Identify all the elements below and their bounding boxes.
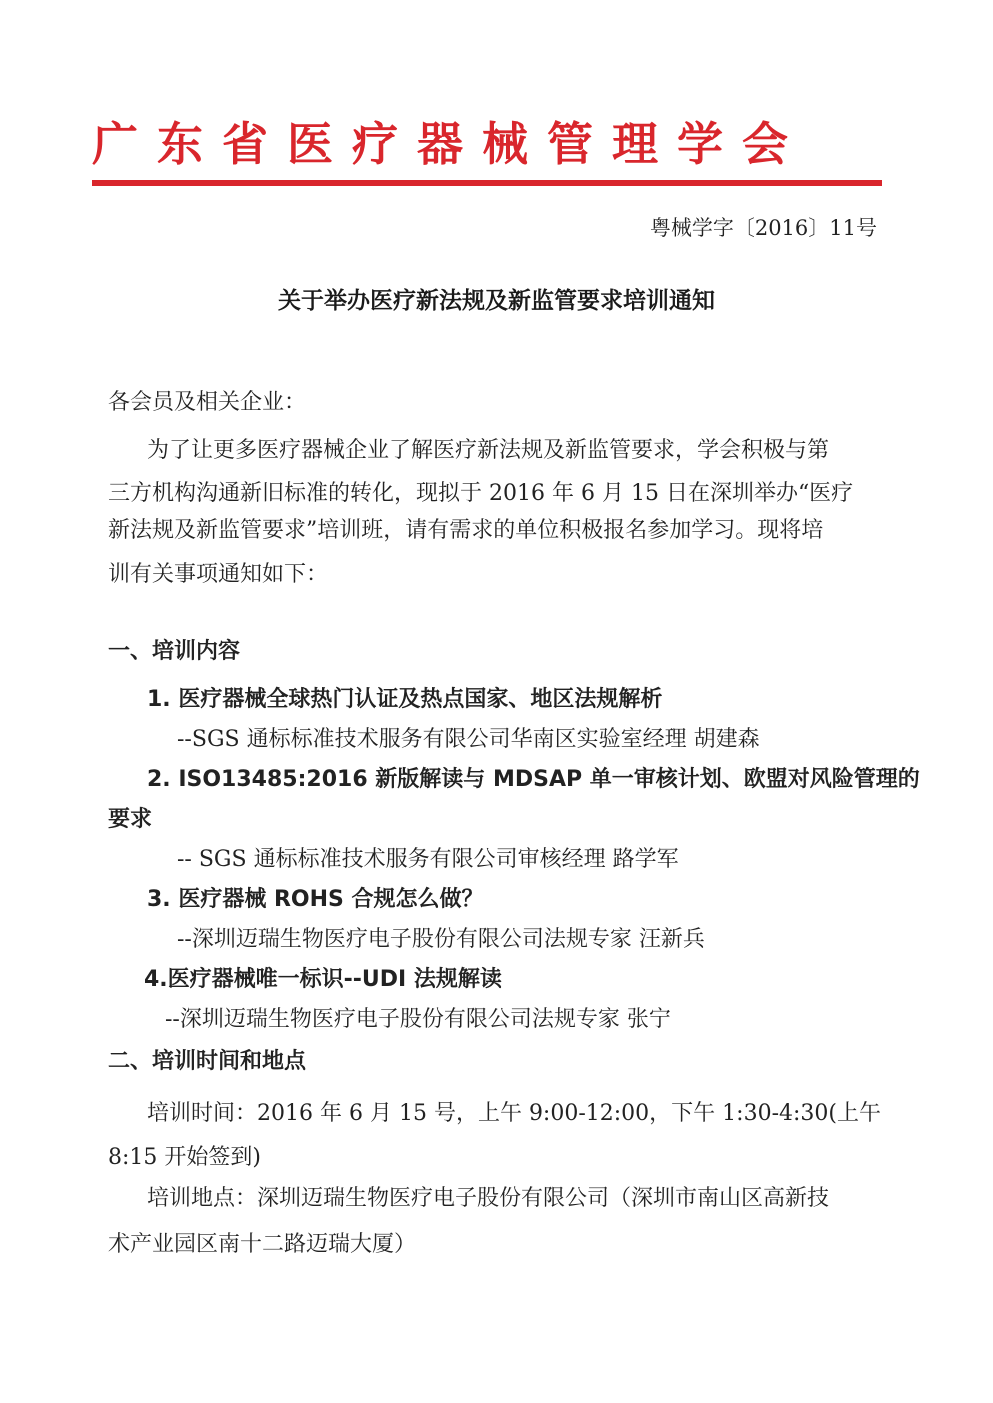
training-item-speaker: --SGS 通标标准技术服务有限公司华南区实验室经理 胡建森 xyxy=(177,727,760,752)
letterhead-org-name: 广东省医疗器械管理学会 xyxy=(92,117,807,171)
training-item-speaker: -- SGS 通标标准技术服务有限公司审核经理 路学军 xyxy=(177,847,679,872)
section-heading-time-place: 二、培训时间和地点 xyxy=(108,1049,307,1074)
training-item-title: 2. ISO13485:2016 新版解读与 MDSAP 单一审核计划、欧盟对风险管理的 xyxy=(147,767,920,792)
notice-title: 关于举办医疗新法规及新监管要求培训通知 xyxy=(278,288,715,314)
intro-line: 为了让更多医疗器械企业了解医疗新法规及新监管要求，学会积极与第 xyxy=(147,438,830,463)
training-item-speaker: --深圳迈瑞生物医疗电子股份有限公司法规专家 张宁 xyxy=(165,1007,671,1032)
training-item-title: 要求 xyxy=(108,807,153,832)
training-place: 术产业园区南十二路迈瑞大厦） xyxy=(108,1232,417,1257)
intro-line: 三方机构沟通新旧标准的转化，现拟于 2016 年 6 月 15 日在深圳举办“医疗 xyxy=(108,481,854,506)
intro-line: 训有关事项通知如下： xyxy=(108,562,329,587)
training-place: 培训地点：深圳迈瑞生物医疗电子股份有限公司（深圳市南山区高新技 xyxy=(147,1186,830,1211)
document-number: 粤械学字〔2016〕11号 xyxy=(649,216,877,240)
training-item-speaker: --深圳迈瑞生物医疗电子股份有限公司法规专家 汪新兵 xyxy=(177,927,705,952)
training-item-title: 4.医疗器械唯一标识--UDI 法规解读 xyxy=(144,967,502,992)
section-heading-content: 一、培训内容 xyxy=(108,639,241,664)
training-time: 8:15 开始签到) xyxy=(108,1145,261,1170)
intro-line: 新法规及新监管要求”培训班，请有需求的单位积极报名参加学习。现将培 xyxy=(108,518,824,543)
training-item-title: 3. 医疗器械 ROHS 合规怎么做？ xyxy=(147,887,484,912)
salutation: 各会员及相关企业： xyxy=(108,390,307,415)
letterhead-red-rule xyxy=(92,180,882,186)
training-item-title: 1. 医疗器械全球热门认证及热点国家、地区法规解析 xyxy=(147,687,663,712)
training-time: 培训时间：2016 年 6 月 15 号，上午 9:00-12:00，下午 1:30-4:30(上午 xyxy=(147,1101,881,1126)
